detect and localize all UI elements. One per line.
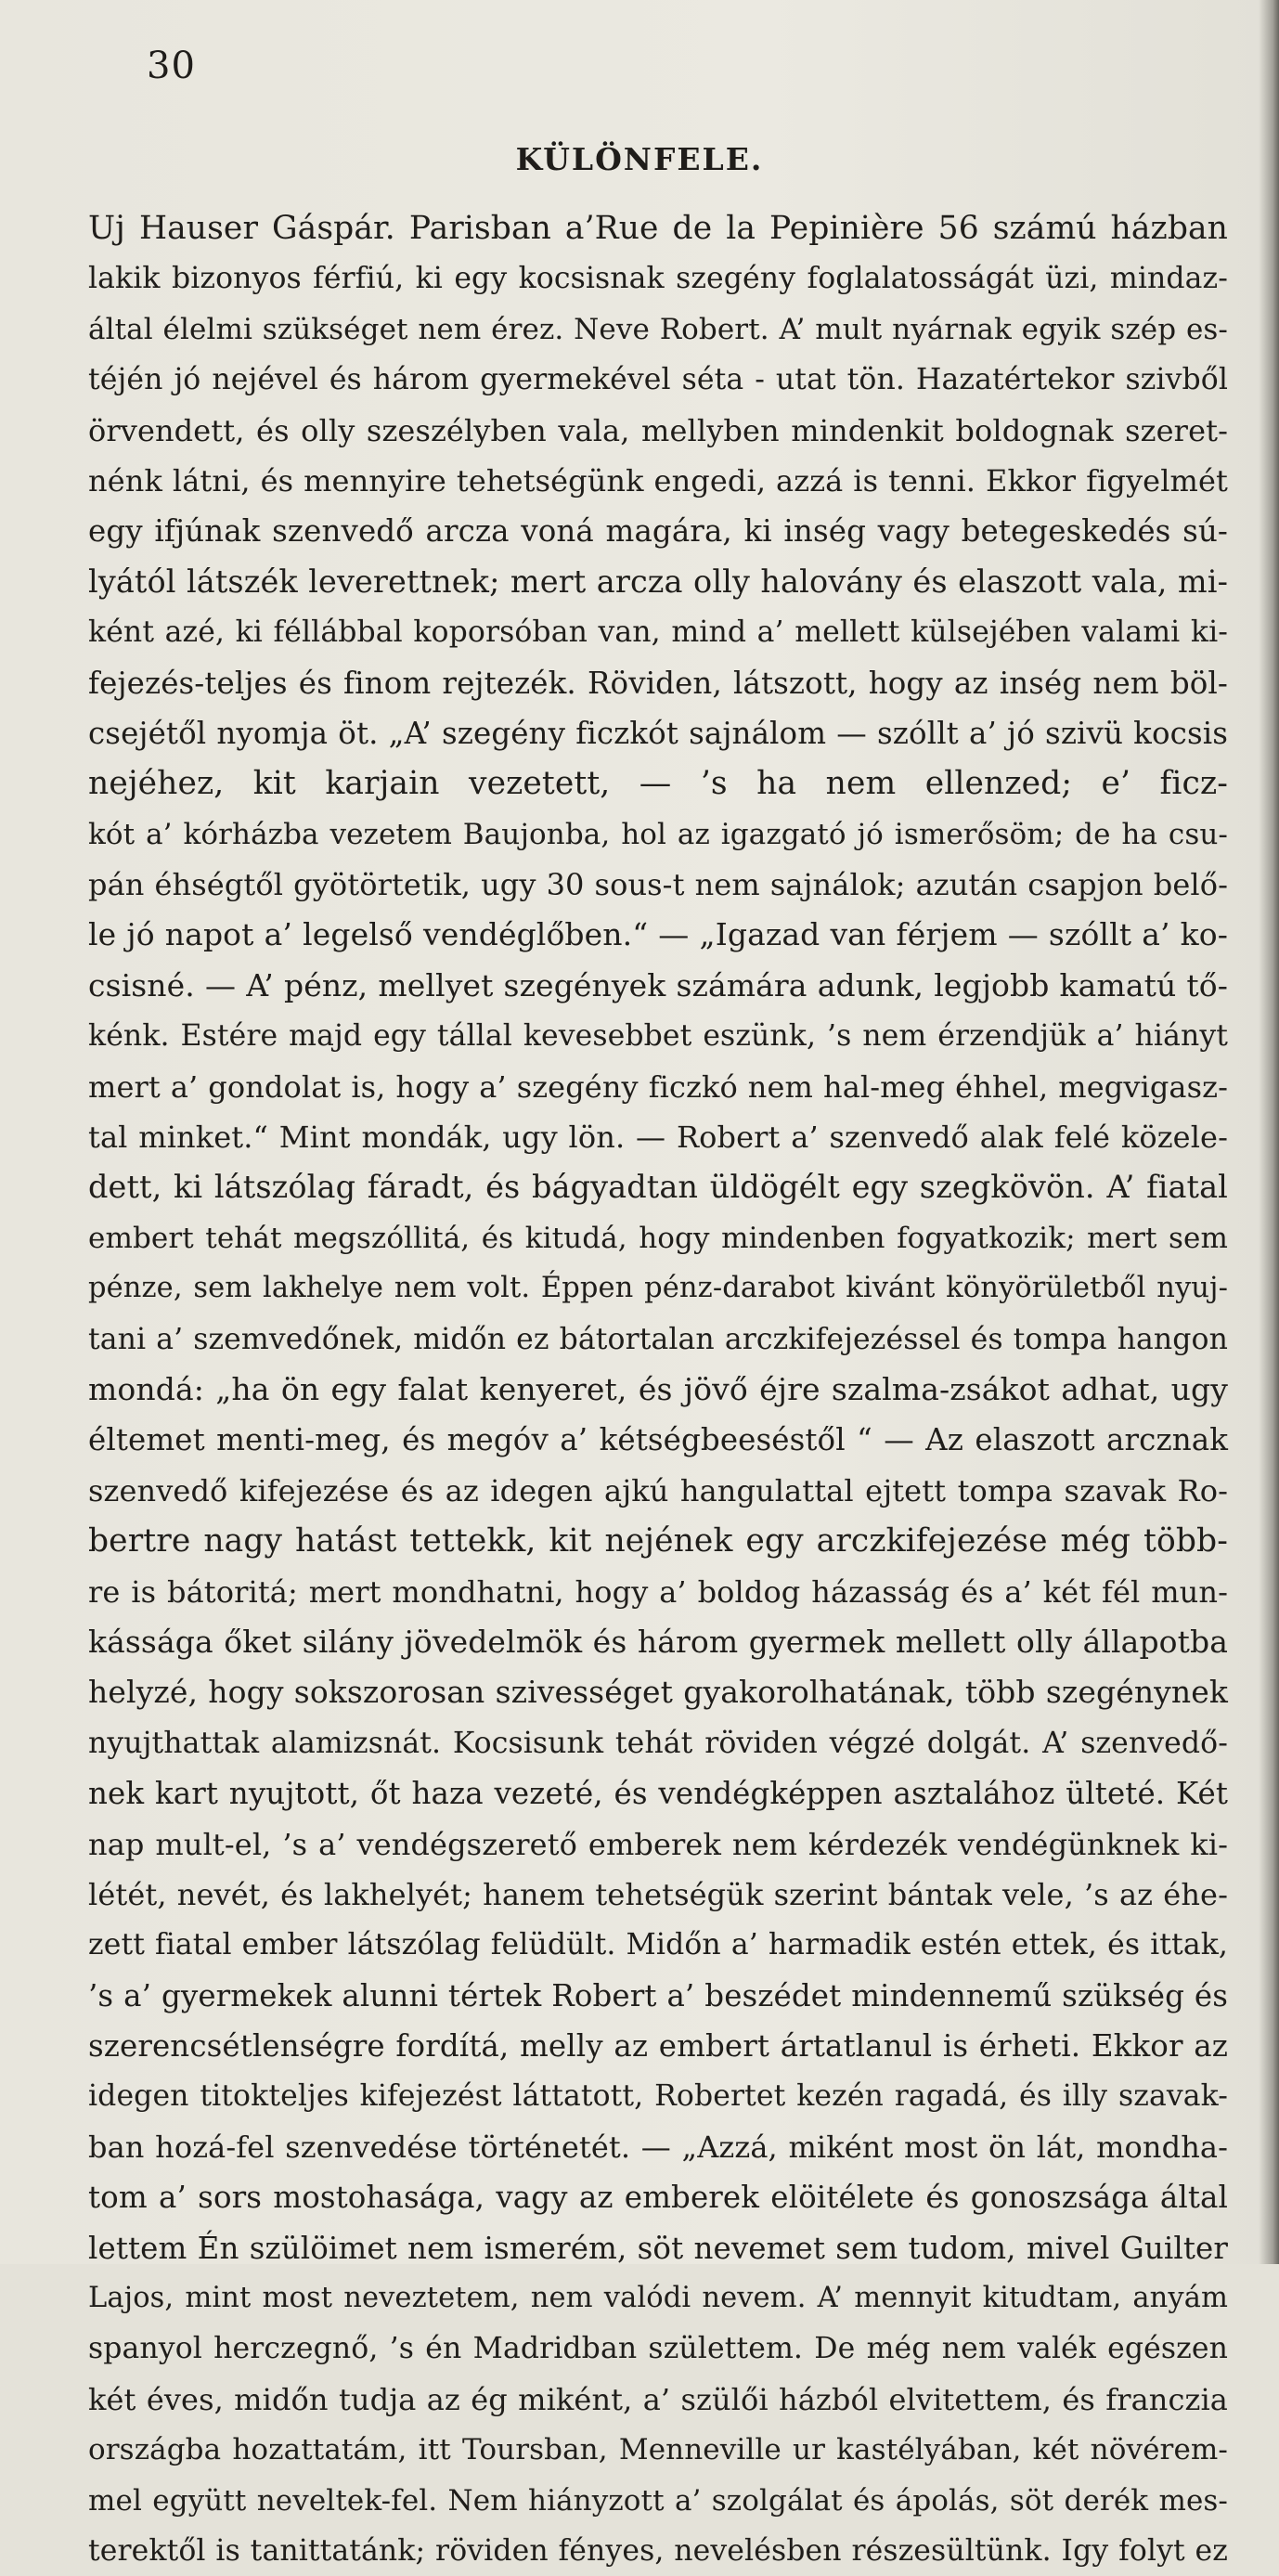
text-line: kénk. Estére majd egy tállal kevesebbet eszünk, ’s nem érzendjük a’ hiányt [88, 1019, 1228, 1054]
text-line: két éves, midőn tudja az ég miként, a’ szülői házból elvitettem, és franczia [88, 2381, 1228, 2417]
text-line: egy ifjúnak szenvedő arcza voná magára, ki inség vagy betegeskedés sú- [88, 513, 1228, 550]
text-line: szerencsétlenségre fordítá, melly az embert ártatlanul is érheti. Ekkor az [88, 2028, 1228, 2065]
text-line: nap mult-el, ’s a’ vendégszerető emberek nem kérdezék vendégünknek ki- [88, 1826, 1228, 1862]
text-line: embert tehát megszóllitá, és kitudá, hogy mindenben fogyatkozik; mert sem [88, 1221, 1228, 1255]
text-line: idegen titokteljes kifejezést láttatott, Robertet kezén ragadá, és illy szavak- [88, 2079, 1228, 2114]
text-line: dett, ki látszólag fáradt, és bágyadtan üldögélt egy szegkövön. A’ fiatal [88, 1169, 1228, 1206]
text-line: országba hozattatám, itt Toursban, Menneville ur kastélyában, két növérem- [88, 2433, 1228, 2467]
text-line: nejéhez, kit karjain vezetett, — ’s ha nem ellenzed; e’ ficz- [88, 765, 1228, 803]
text-line: téjén jó nejével és három gyermekével séta - utat tön. Hazatértekor szivből [88, 363, 1228, 397]
text-line: nyujthattak alamizsnát. Kocsisunk tehát röviden végzé dolgát. A’ szenvedő- [88, 1726, 1228, 1760]
text-line: ként azé, ki féllábbal koporsóban van, mind a’ mellett külsejében valami ki- [88, 615, 1228, 650]
text-line: létét, nevét, és lakhelyét; hanem tehetségük szerint bántak vele, ’s az éhe- [88, 1876, 1228, 1912]
text-line: mel együtt neveltek-fel. Nem hiányzott a’ szolgálat és ápolás, söt derék mes- [88, 2483, 1228, 2518]
text-line: lyától látszék leverettnek; mert arcza olly halovány és elaszott vala, mi- [88, 563, 1228, 600]
text-line: tal minket.“ Mint mondák, ugy lön. — Robert a’ szenvedő alak felé közele- [88, 1120, 1228, 1156]
text-line: pénze, sem lakhelye nem volt. Éppen pénz-darabot kivánt könyörületből nyuj- [88, 1272, 1228, 1305]
text-line: pán éhségtől gyötörtetik, ugy 30 sous-t nem sajnálok; azután csapjon belő- [88, 867, 1228, 903]
text-line: kássága őket silány jövedelmök és három gyermek mellett olly állapotba [88, 1623, 1228, 1660]
text-line: Lajos, mint most neveztetem, nem valódi nevem. A’ mennyit kitudtam, anyám [88, 2282, 1228, 2315]
text-line: helyzé, hogy sokszorosan szivességet gyakorolhatának, több szegénynek [88, 1674, 1228, 1711]
text-line: által élelmi szükséget nem érez. Neve Robert. A’ mult nyárnak egyik szép es- [88, 312, 1228, 346]
page-number: 30 [147, 45, 196, 87]
text-line: lakik bizonyos férfiú, ki egy kocsisnak szegény foglalatosságát üzi, mindaz- [88, 262, 1228, 296]
text-line: lettem Én szülöimet nem ismerém, söt nevemet sem tudom, mivel Guilter [88, 2230, 1228, 2266]
text-line: éltemet menti-meg, és megóv a’ kétségbeeséstől “ — Az elaszott arcznak [88, 1422, 1228, 1458]
text-line: ’s a’ gyermekek alunni tértek Robert a’ beszédet mindennemű szükség és [88, 1977, 1229, 2013]
binding-shadow [1259, 0, 1279, 2264]
text-line: nénk látni, és mennyire tehetségünk engedi, azzá is tenni. Ekkor figyelmét [88, 462, 1228, 498]
text-line: terektől is tanittatánk; röviden fényes, nevelésben részesültünk. Igy folyt ez [88, 2533, 1228, 2568]
text-line: örvendett, és olly szeszélyben vala, mellyben mindenkit boldognak szeret- [88, 412, 1228, 448]
text-line: ban hozá-fel szenvedése történetét. — „Azzá, miként most ön lát, mondha- [88, 2129, 1228, 2165]
text-line: zett fiatal ember látszólag felüdült. Midőn a’ harmadik estén ettek, és ittak, [88, 1928, 1228, 1962]
text-line: kót a’ kórházba vezetem Baujonba, hol az igazgató jó ismerősöm; de ha csu- [88, 817, 1228, 851]
text-line: csisné. — A’ pénz, mellyet szegények számára adunk, legjobb kamatú tő- [88, 966, 1228, 1003]
text-line: re is bátoritá; mert mondhatni, hogy a’ boldog házasság és a’ két fél mun- [88, 1573, 1228, 1610]
body-text [88, 203, 1228, 2576]
text-line: tom a’ sors mostohasága, vagy az emberek elöitélete és gonoszsága által [88, 2180, 1228, 2216]
text-line: mondá: „ha ön egy falat kenyeret, és jövő éjre szalma-zsákot adhat, ugy [88, 1370, 1228, 1407]
text-line: tani a’ szemvedőnek, midőn ez bátortalan arczkifejezéssel és tompa hangon [88, 1322, 1228, 1356]
text-line: mert a’ gondolat is, hogy a’ szegény ficzkó nem hal-meg éhhel, megvigasz- [88, 1068, 1228, 1105]
text-line: le jó napot a’ legelső vendéglőben.“ — „Igazad van férjem — szóllt a’ ko- [88, 916, 1228, 953]
text-line: bertre nagy hatást tettekk, kit nejének egy arczkifejezése még több- [88, 1522, 1228, 1560]
text-line: spanyol herczegnő, ’s én Madridban születtem. De még nem valék egészen [88, 2332, 1228, 2366]
section-title: KÜLÖNFELE. [515, 141, 764, 177]
text-line: csejétől nyomja öt. „A’ szegény ficzkót sajnálom — szóllt a’ jó szivü kocsis [88, 715, 1228, 751]
text-line: nek kart nyujtott, őt haza vezeté, és vendégképpen asztalához ülteté. Két [88, 1776, 1228, 1812]
text-line: szenvedő kifejezése és az idegen ajkú hangulattal ejtett tompa szavak Ro- [88, 1472, 1228, 1508]
text-line: Uj Hauser Gáspár. Parisban a’Rue de la Pepinière 56 számú házban [88, 210, 1228, 247]
text-line: fejezés-teljes és finom rejtezék. Röviden, látszott, hogy az inség nem böl- [88, 665, 1228, 701]
